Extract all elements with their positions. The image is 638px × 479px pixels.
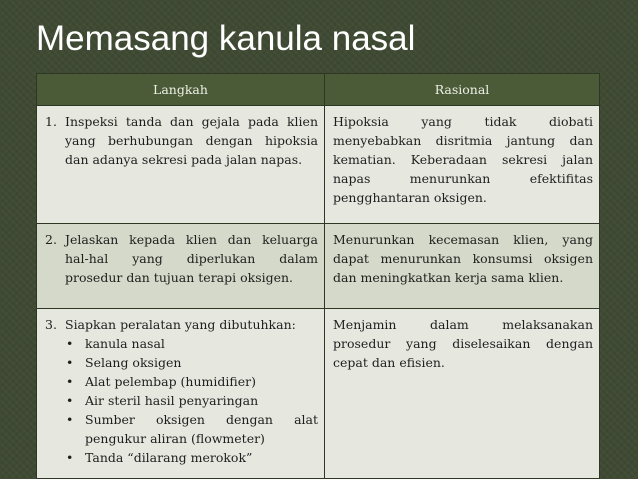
list-item bbox=[65, 334, 318, 353]
equipment-list bbox=[65, 334, 318, 467]
header-langkah: Langkah bbox=[37, 74, 325, 106]
step-text: Inspeksi tanda dan gejala pada klien yang berhubungan dengan hipoksia dan adanya sekresi pada jalan napas. bbox=[65, 114, 318, 167]
rationale-cell: Menurunkan kecemasan klien, yang dapat menurunkan konsumsi oksigen dan meningkatkan kerja sama klien. bbox=[325, 224, 600, 309]
list-item bbox=[65, 353, 318, 372]
list-item bbox=[65, 372, 318, 391]
step-number: 3. bbox=[45, 317, 57, 332]
list-item-text: Tanda “dilarang merokok” bbox=[85, 450, 253, 465]
rationale-cell: Hipoksia yang tidak diobati menyebabkan disritmia jantung dan kematian. Keberadaan sekresi jalan napas menurunkan efektifitas pengghantaran oksigen. bbox=[325, 106, 600, 224]
bullet-icon: • bbox=[66, 450, 74, 465]
list-item bbox=[65, 391, 318, 410]
procedure-table bbox=[36, 73, 600, 479]
header-rasional: Rasional bbox=[325, 74, 600, 106]
step-cell bbox=[37, 224, 325, 309]
list-item bbox=[65, 410, 318, 448]
header-row bbox=[37, 74, 600, 106]
list-item-text: Air steril hasil penyaringan bbox=[85, 393, 259, 408]
step-cell bbox=[37, 106, 325, 224]
step-number: 2. bbox=[45, 232, 57, 247]
list-item-text: Sumber oksigen dengan alat pengukur aliran (flowmeter) bbox=[85, 412, 318, 446]
bullet-icon: • bbox=[66, 336, 74, 351]
table-row bbox=[37, 309, 600, 479]
list-item bbox=[65, 448, 318, 467]
table-row bbox=[37, 106, 600, 224]
slide-title: Memasang kanula nasal bbox=[36, 19, 416, 58]
list-item-text: Alat pelembap (humidifier) bbox=[85, 374, 256, 389]
bullet-icon: • bbox=[66, 355, 74, 370]
step-number: 1. bbox=[45, 114, 57, 129]
rationale-cell: Menjamin dalam melaksanakan prosedur yang diselesaikan dengan cepat dan efisien. bbox=[325, 309, 600, 479]
bullet-icon: • bbox=[66, 374, 74, 389]
step-text: Siapkan peralatan yang dibutuhkan: bbox=[65, 317, 296, 332]
bullet-icon: • bbox=[66, 393, 74, 408]
list-item-text: Selang oksigen bbox=[85, 355, 182, 370]
list-item-text: kanula nasal bbox=[85, 336, 165, 351]
table-row bbox=[37, 224, 600, 309]
step-text: Jelaskan kepada klien dan keluarga hal-hal yang diperlukan dalam prosedur dan tujuan terapi oksigen. bbox=[65, 232, 318, 285]
step-cell bbox=[37, 309, 325, 479]
bullet-icon: • bbox=[66, 412, 74, 427]
